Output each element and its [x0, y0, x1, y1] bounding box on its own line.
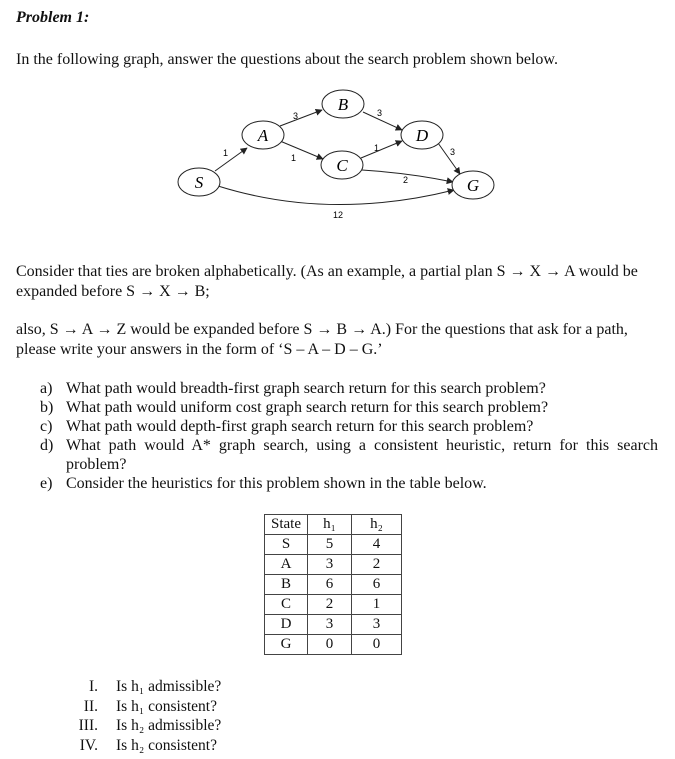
edge-c-d	[361, 141, 402, 158]
question-item	[40, 436, 658, 474]
table-cell: 0	[352, 635, 402, 655]
sub-question-item	[70, 677, 221, 697]
sub-question-text: Is h₂ admissible?	[116, 717, 222, 734]
edge-s-a	[215, 148, 247, 171]
question-marker: c)	[40, 418, 53, 435]
table-cell: C	[265, 595, 308, 615]
table-cell: 2	[352, 555, 402, 575]
table-row	[265, 555, 402, 575]
svg-text:C: C	[336, 156, 348, 175]
question-item	[40, 398, 658, 417]
edge-label-b-d: 3	[377, 108, 383, 118]
edge-s-g	[218, 186, 454, 205]
table-cell: B	[265, 575, 308, 595]
sub-question-marker: IV.	[79, 736, 98, 754]
question-marker: e)	[40, 475, 53, 492]
table-row	[265, 535, 402, 555]
edge-b-d	[363, 112, 402, 130]
question-item	[40, 379, 658, 398]
edge-a-b	[280, 110, 322, 126]
node-s	[178, 168, 220, 196]
table-cell: 6	[352, 575, 402, 595]
svg-text:G: G	[466, 176, 480, 195]
sub-question-marker: I.	[88, 678, 98, 695]
question-item	[40, 417, 658, 436]
node-d	[401, 121, 443, 149]
question-text: What path would A* graph search, using a consistent heuristic, return for this search problem?	[66, 437, 658, 473]
sub-question-marker: III.	[78, 717, 98, 734]
table-cell: 1	[352, 595, 402, 615]
search-graph	[160, 86, 510, 226]
edge-d-g	[438, 143, 460, 174]
edge-label-a-b: 3	[293, 111, 299, 121]
edge-label-a-c: 1	[291, 153, 297, 163]
svg-text:S: S	[194, 173, 204, 192]
table-cell: 3	[308, 555, 352, 575]
sub-question-text: Is h₁ consistent?	[116, 697, 217, 715]
svg-text:B: B	[337, 95, 349, 114]
table-cell: 5	[308, 535, 352, 555]
question-text: What path would uniform cost graph search return for this search problem?	[66, 399, 549, 416]
problem-title: Problem 1:	[16, 9, 90, 26]
sub-question-item	[70, 716, 221, 736]
table-row	[265, 575, 402, 595]
edge-label-d-g: 3	[450, 147, 456, 157]
sub-question-text: Is h₁ admissible?	[116, 678, 222, 695]
sub-question-item	[70, 697, 221, 717]
tiebreak-paragraph-2: also, S → A → Z would be expanded before S → B → A.) For the questions that ask for a path, please write your answers in the form of ‘S – A – D – G.’	[16, 321, 628, 358]
table-header-cell: h₂	[352, 515, 402, 535]
question-text: What path would depth-first graph search return for this search problem?	[66, 418, 534, 435]
table-header-cell: State	[265, 515, 308, 535]
table-header-cell: h₁	[308, 515, 352, 535]
edge-label-c-g: 2	[403, 175, 409, 185]
table-cell: 3	[352, 615, 402, 635]
question-list	[40, 379, 658, 493]
node-g	[452, 171, 494, 199]
heuristics-table	[264, 514, 402, 655]
question-text: Consider the heuristics for this problem shown in the table below.	[66, 475, 487, 492]
table-header-row	[265, 515, 402, 535]
table-cell: 3	[308, 615, 352, 635]
question-marker: b)	[40, 399, 54, 416]
table-cell: G	[265, 635, 308, 655]
sub-question-item	[70, 736, 221, 756]
question-text: What path would breadth-first graph search return for this search problem?	[66, 380, 546, 397]
svg-text:D: D	[415, 126, 429, 145]
sub-question-text: Is h₂ consistent?	[116, 736, 217, 754]
node-a	[242, 121, 284, 149]
question-marker: a)	[40, 380, 53, 397]
sub-question-marker: II.	[83, 697, 98, 715]
question-item	[40, 474, 658, 493]
table-cell: S	[265, 535, 308, 555]
edge-label-c-d: 1	[374, 143, 380, 153]
edge-label-s-g: 12	[333, 210, 344, 220]
table-cell: 2	[308, 595, 352, 615]
edge-label-s-a: 1	[223, 148, 229, 158]
svg-text:A: A	[257, 126, 269, 145]
edge-a-c	[280, 141, 323, 159]
table-row	[265, 615, 402, 635]
table-cell: A	[265, 555, 308, 575]
table-cell: 0	[308, 635, 352, 655]
table-cell: 4	[352, 535, 402, 555]
tiebreak-paragraph-1: Consider that ties are broken alphabetically. (As an example, a partial plan S → X → A would be expanded before S → X → B;	[16, 263, 638, 300]
sub-question-list	[70, 677, 221, 755]
table-cell: 6	[308, 575, 352, 595]
node-c	[321, 151, 363, 179]
intro-text: In the following graph, answer the questions about the search problem shown below.	[16, 51, 558, 68]
node-b	[322, 90, 364, 118]
table-row	[265, 635, 402, 655]
question-marker: d)	[40, 437, 54, 454]
table-row	[265, 595, 402, 615]
table-cell: D	[265, 615, 308, 635]
